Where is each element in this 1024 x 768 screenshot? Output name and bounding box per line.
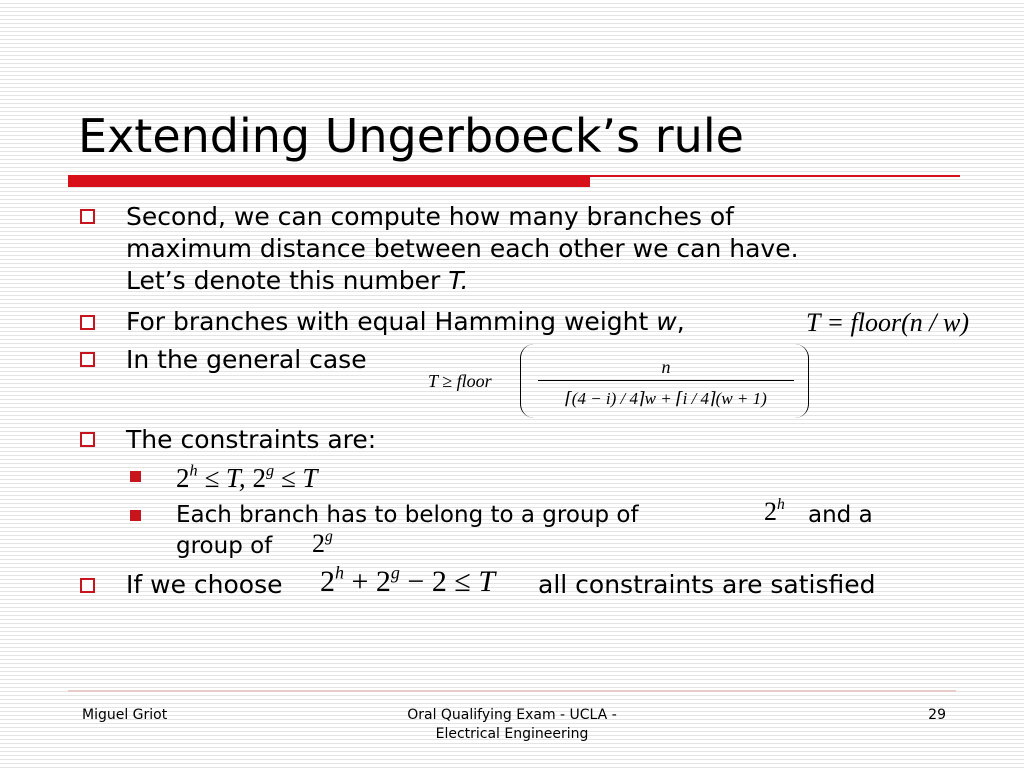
title-underline-thick <box>68 175 590 187</box>
formula-denominator: ⌈(4 − i) / 4⌉w + ⌈i / 4⌉(w + 1) <box>565 389 767 408</box>
hollow-square-bullet-icon <box>80 352 95 367</box>
variable-t: T. <box>448 266 469 295</box>
bullet-5-text-before: If we choose <box>126 570 283 599</box>
filled-square-bullet-icon <box>130 510 141 521</box>
footer-divider <box>68 690 956 692</box>
hollow-square-bullet-icon <box>80 315 95 330</box>
hollow-square-bullet-icon <box>80 432 95 447</box>
bullet-3-text: In the general case <box>126 345 367 374</box>
page-number: 29 <box>928 707 946 723</box>
bullet-4-text: The constraints are: <box>126 425 377 454</box>
sub-bullet-2-line-2: group of <box>176 533 273 559</box>
formula-2-pow-g: 2$^g$ <box>312 528 333 558</box>
bullet-1-line-3 <box>126 265 468 297</box>
hollow-square-bullet-icon <box>80 578 95 593</box>
bullet-2 <box>126 306 685 338</box>
footer-author: Miguel Griot <box>82 707 168 723</box>
bullet-1-line-2: maximum distance between each other we can have. <box>126 234 799 263</box>
formula-numerator: n <box>661 357 671 377</box>
footer-event-line-1: Oral Qualifying Exam - UCLA - <box>407 707 617 723</box>
formula-t-floor-n-over-w: T = floor(n / w) <box>806 308 969 337</box>
slide-title: Extending Ungerboeck’s rule <box>78 109 744 163</box>
bullet-2-comma: , <box>676 307 685 336</box>
fraction-bar <box>538 380 794 381</box>
formula-general-case <box>428 342 810 422</box>
title-underline-thin <box>590 175 960 177</box>
formula-2-pow-h: 2$^h$ <box>764 496 785 526</box>
filled-square-bullet-icon <box>130 471 141 482</box>
right-paren <box>794 344 809 418</box>
formula-lhs: T ≥ floor <box>428 371 492 391</box>
variable-w: w <box>656 307 677 336</box>
footer-event-line-2: Electrical Engineering <box>435 726 589 742</box>
formula-constraints: $2^h \le T$, $2^g \le T$ <box>176 461 318 493</box>
bullet-1-line-3-text: Let’s denote this number <box>126 266 449 295</box>
bullet-1-line-1: Second, we can compute how many branches of <box>126 202 734 231</box>
bullet-5-text-after: all constraints are satisfied <box>538 570 876 599</box>
sub-bullet-2-line-1-end: and a <box>808 502 873 528</box>
hollow-square-bullet-icon <box>80 209 95 224</box>
left-paren <box>520 344 535 418</box>
footer-event <box>360 706 664 744</box>
sub-bullet-2-line-1: Each branch has to belong to a group of <box>176 502 639 528</box>
formula-sufficient-condition: 2$^h$ + 2$^g$ − 2 ≤ T <box>320 562 495 598</box>
bullet-2-text: For branches with equal Hamming weight <box>126 307 657 336</box>
